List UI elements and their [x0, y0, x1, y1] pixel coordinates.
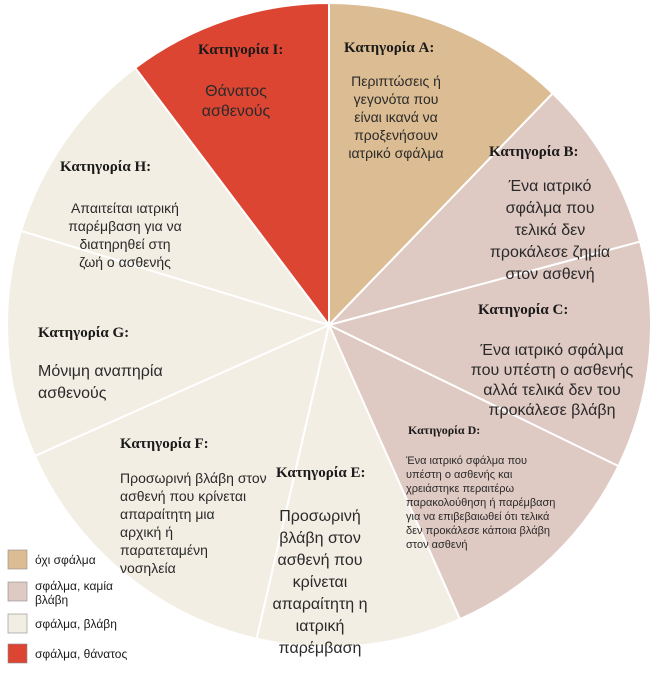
legend-label-error-harm [35, 617, 117, 631]
segment-description-line: στον ασθενή [406, 539, 468, 551]
segment-description-line: Ένα ιατρικό σφάλμα που [406, 455, 528, 467]
segment-title-d: Κατηγορία D: [408, 423, 481, 437]
segment-description-line: ασθενούς [201, 103, 271, 120]
legend-label-line: όχι σφάλμα [35, 553, 96, 567]
segment-description-line: Προσωρινή βλάβη στον [120, 470, 267, 486]
segment-title-b: Κατηγορία B: [489, 144, 579, 160]
segment-description-line: ασθενή που κρίνεται [120, 488, 247, 504]
segment-description-line: τελικά δεν [514, 222, 586, 239]
segment-description-line: χρειάστηκε περαιτέρω [406, 483, 515, 495]
segment-description-line: γεγονότα που [353, 91, 439, 107]
segment-description-line: ζωή ο ασθενής [79, 254, 171, 270]
segment-description-line: προξενήσουν [354, 127, 438, 143]
legend-swatch-error-no-harm [8, 582, 27, 601]
segment-title-i: Κατηγορία I: [198, 42, 284, 58]
segment-description-line: Ένα ιατρικό σφάλμα [480, 342, 624, 359]
legend-label-line: σφάλμα, θάνατος [35, 647, 128, 661]
segment-description-line: νοσηλεία [120, 560, 176, 576]
legend-label-error-death [35, 647, 127, 661]
segment-title-f: Κατηγορία F: [120, 436, 209, 452]
segment-description-line: ασθενούς [38, 385, 107, 402]
segment-description-line: που υπέστη ο ασθενής [470, 362, 634, 379]
segment-description-line: ιατρική [295, 618, 345, 635]
segment-description-line: απαραίτητη η [272, 596, 368, 613]
legend [8, 550, 127, 663]
segment-description-line: αρχική ή [120, 524, 173, 540]
segment-description-line: Απαιτείται ιατρική [71, 200, 179, 216]
segment-title-a: Κατηγορία A: [344, 40, 435, 56]
segment-description-line: ασθενή που [277, 552, 363, 569]
segment-description-line: αλλά τελικά δεν του [483, 382, 621, 399]
segment-description-line: για να επιβεβαιωθεί ότι τελικά [406, 511, 550, 523]
legend-label-error-no-harm [35, 579, 113, 607]
segment-description-line: Περιπτώσεις ή [351, 73, 441, 89]
legend-label-line: σφάλμα, καμία [35, 579, 113, 593]
segment-description-line: προκάλεσε ζημία [489, 244, 611, 261]
legend-swatch-error-death [8, 644, 27, 663]
segment-description-line: υπέστη ο ασθενής και [406, 469, 513, 481]
segment-description-line: παρέμβαση [278, 640, 362, 657]
segment-description-line: δεν προκάλεσε κάποια βλάβη [406, 525, 551, 537]
segment-description-line: Θάνατος [205, 83, 267, 100]
segment-description-line: Ένα ιατρικό [508, 178, 592, 195]
segment-description-line: παρατεταμένη [120, 542, 208, 558]
legend-label-line: βλάβη [35, 593, 69, 607]
legend-swatch-error-harm [8, 614, 27, 633]
segment-description-line: ιατρικό σφάλμα [348, 145, 444, 161]
legend-swatch-no-error [8, 550, 27, 569]
segment-description-line: Μόνιμη αναπηρία [38, 363, 163, 380]
segment-title-c: Κατηγορία C: [478, 302, 569, 318]
segment-title-h: Κατηγορία H: [60, 159, 152, 175]
legend-label-no-error [35, 553, 96, 567]
segment-description-line: παρακολούθηση ή παρέμβαση [406, 497, 556, 509]
segment-description-line: βλάβη στον [279, 530, 361, 547]
segment-description-line: σφάλμα που [505, 200, 595, 217]
segment-description-line: παρέμβαση για να [68, 218, 182, 234]
segment-description-line: διατηρηθεί στη [79, 236, 171, 252]
segment-title-g: Κατηγορία G: [38, 325, 130, 341]
segment-description-line: Προσωρινή [279, 508, 361, 525]
segment-title-e: Κατηγορία E: [276, 465, 366, 481]
segment-description-line: απαραίτητη μια [120, 506, 215, 522]
segment-description-line: προκάλεσε βλάβη [488, 402, 616, 419]
segment-description-a [348, 73, 443, 161]
segment-description-line: είναι ικανά να [354, 109, 438, 125]
segment-description-line: κρίνεται [292, 574, 348, 591]
legend-label-line: σφάλμα, βλάβη [35, 617, 117, 631]
segment-description-line: στον ασθενή [505, 266, 595, 283]
